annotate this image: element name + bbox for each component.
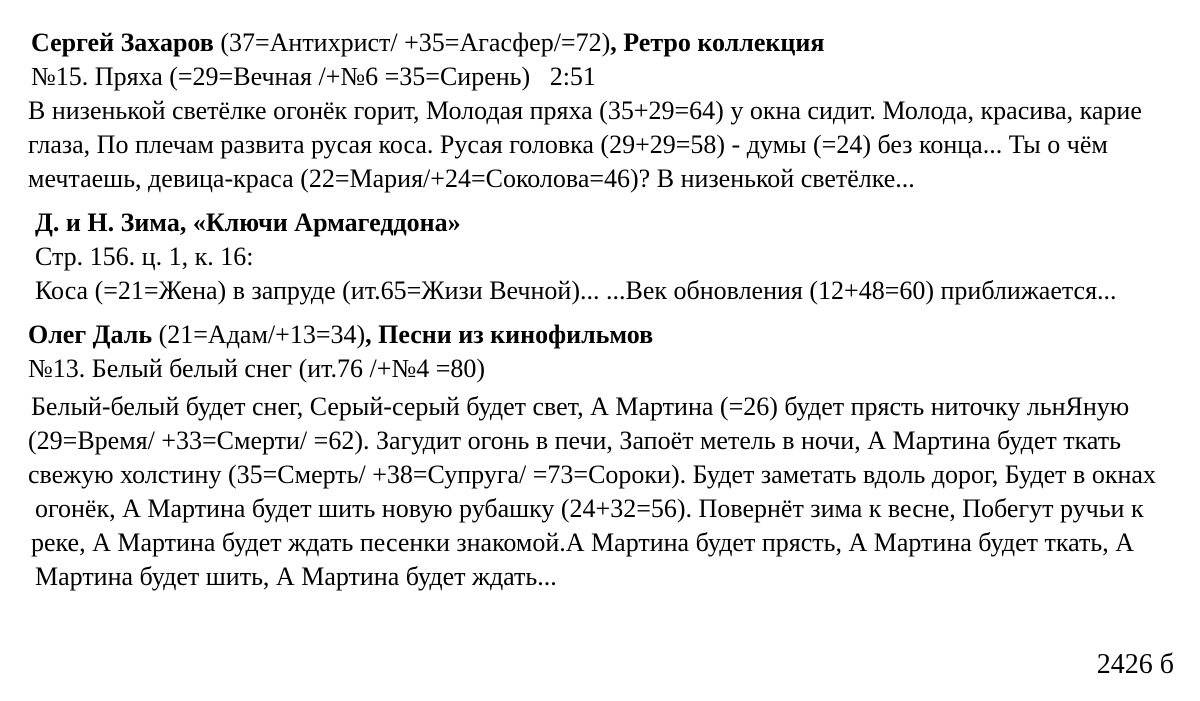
page-reference: Стр. 156. ц. 1, к. 16: bbox=[35, 242, 254, 271]
track-line: №13. Белый белый снег (ит.76 /+№4 =80) bbox=[28, 354, 486, 383]
artist-name: Олег Даль bbox=[28, 320, 153, 349]
book-author-title: Д. и Н. Зима, «Ключи Армагеддона» bbox=[35, 208, 461, 237]
artist-name: Сергей Захаров bbox=[31, 28, 214, 57]
numerology-annotation: (21=Адам/+13=34) bbox=[152, 320, 366, 349]
numerology-annotation: (37=Антихрист/ +35=Агасфер/=72) bbox=[213, 28, 611, 57]
lyrics-line: Мартина будет шить, А Мартина будет ждать... bbox=[35, 562, 557, 591]
lyrics-line: реке, А Мартина будет ждать песенки знакомой.А Мартина будет прясть, А Мартина будет ткать, А bbox=[31, 528, 1134, 557]
lyrics-line: В низенькой светёлке огонёк горит, Молодая пряха (35+29=64) у окна сидит. Молода, красива, карие bbox=[28, 96, 1142, 125]
track-line: №15. Пряха (=29=Вечная /+№6 =35=Сирень) 2:51 bbox=[31, 62, 596, 91]
song-header-zaharov bbox=[28, 26, 1172, 60]
lyrics-line: Белый-белый будет снег, Серый-серый будет свет, А Мартина (=26) будет прясть ниточку льнЯную bbox=[31, 392, 1130, 421]
lyrics-line: мечтаешь, девица-краса (22=Мария/+24=Соколова=46)? В низенькой светёлке... bbox=[28, 164, 915, 193]
lyrics-line: глаза, По плечам развита русая коса. Русая головка (29+29=58) - думы (=24) без конца... Ты о чём bbox=[28, 130, 1108, 159]
quote-line: Коса (=21=Жена) в запруде (ит.65=Жизи Вечной)... ...Век обновления (12+48=60) приближается... bbox=[35, 276, 1117, 305]
lyrics-line: огонёк, А Мартина будет шить новую рубашку (24+32=56). Повернёт зима к весне, Побегут ручьи к bbox=[35, 494, 1144, 523]
song-header-dal bbox=[28, 318, 1172, 352]
album-title: , Песни из кинофильмов bbox=[365, 320, 654, 349]
lyrics-line: свежую холстину (35=Смерть/ +38=Супруга/ =73=Сороки). Будет заметать вдоль дорог, Будет в окнах bbox=[28, 460, 1156, 489]
lyrics-line: (29=Время/ +33=Смерти/ =62). Загудит огонь в печи, Запоёт метель в ночи, А Мартина будет ткать bbox=[28, 426, 1121, 455]
page-number: 2426 б bbox=[1096, 649, 1174, 680]
album-title: , Ретро коллекция bbox=[610, 28, 825, 57]
